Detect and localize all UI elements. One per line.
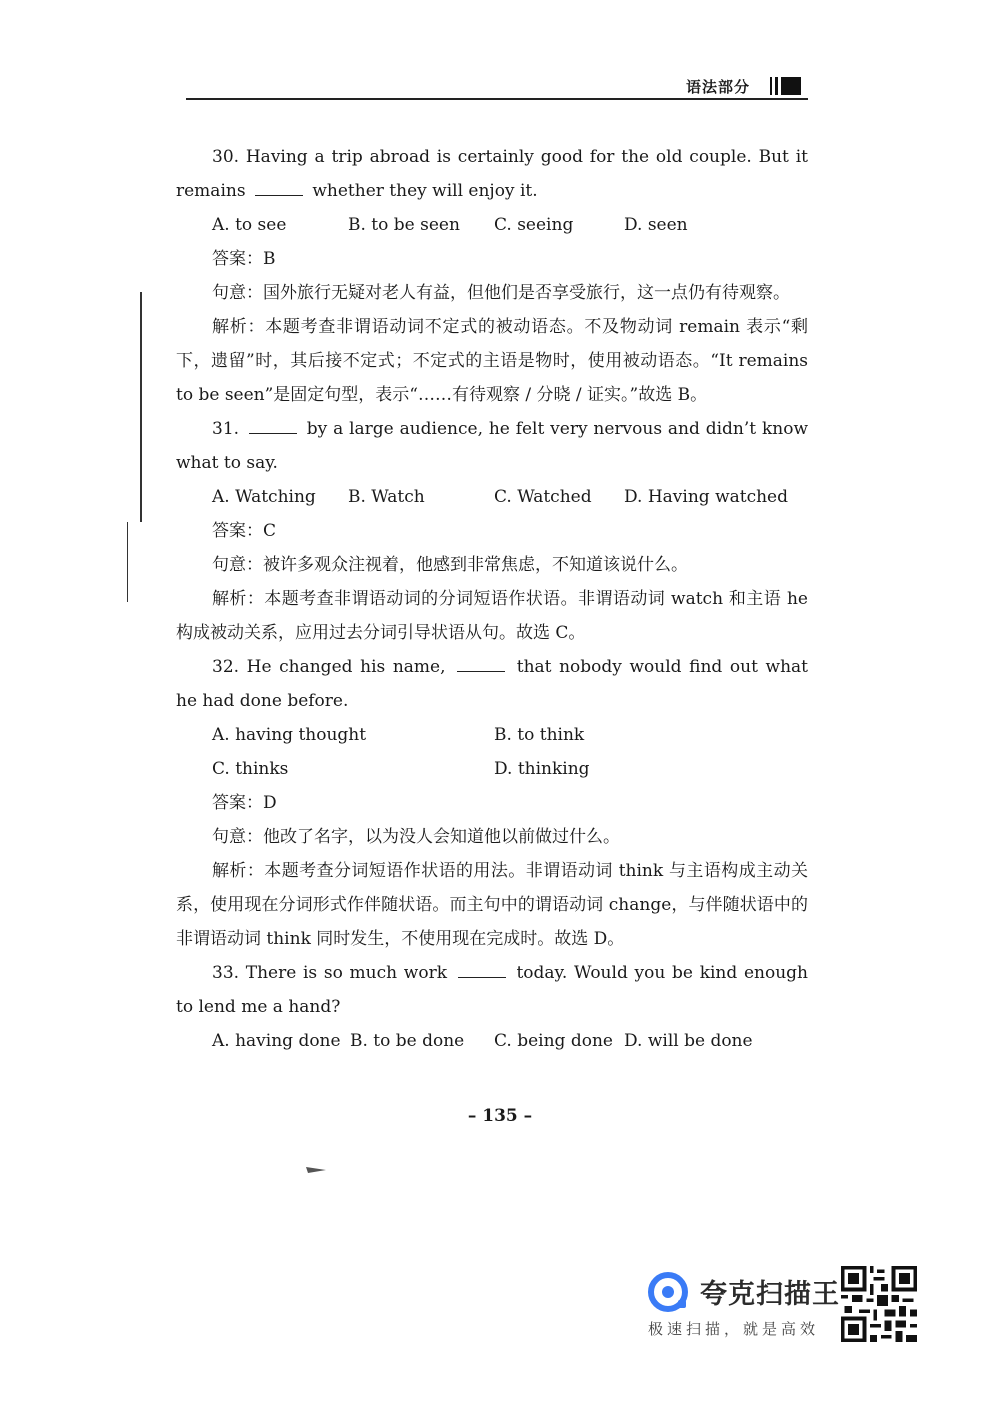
option-b: B. to think bbox=[494, 725, 585, 745]
option-b: B. Watch bbox=[348, 487, 425, 507]
answer: 答案：C bbox=[212, 521, 277, 541]
analysis: 解析：本题考查分词短语作状语的用法。非谓语动词 think 与主语构成主动关系，使用现在分词形式作伴随状语。而主句中的谓语动词 change，与伴随状语中的非谓语动词 think 同时发生，不使用现在完成时。故选 D。 bbox=[176, 861, 808, 949]
pen-mark bbox=[306, 1166, 326, 1174]
section-title: 语法部分 bbox=[686, 78, 751, 96]
scanner-brand: 夸克扫描王 bbox=[700, 1279, 840, 1310]
option-d: D. seen bbox=[624, 215, 688, 235]
analysis: 解析：本题考查非谓语动词不定式的被动语态。不及物动词 remain 表示“剩下，遗留”时，其后接不定式；不定式的主语是物时，使用被动语态。“It remains to be seen”是固定句型，表示“……有待观察 / 分晓 / 证实。”故选 B。 bbox=[176, 317, 808, 405]
question-33 bbox=[176, 956, 808, 1058]
option-row bbox=[176, 718, 808, 752]
option-row bbox=[176, 208, 808, 242]
analysis: 解析：本题考查非谓语动词的分词短语作状语。非谓语动词 watch 和主语 he 构成被动关系，应用过去分词引导状语从句。故选 C。 bbox=[176, 589, 808, 643]
answer-blank bbox=[255, 181, 303, 196]
scanner-slogan: 极速扫描，就是高效 bbox=[648, 1320, 820, 1338]
sentence-meaning: 句意：国外旅行无疑对老人有益，但他们是否享受旅行，这一点仍有待观察。 bbox=[212, 283, 790, 303]
option-row bbox=[176, 752, 808, 786]
header-rule bbox=[186, 98, 808, 100]
answer-blank bbox=[458, 963, 506, 978]
option-c: C. Watched bbox=[494, 487, 592, 507]
answer-blank bbox=[249, 419, 297, 434]
question-32 bbox=[176, 650, 808, 956]
qr-code-icon bbox=[838, 1266, 920, 1342]
option-b: B. to be seen bbox=[348, 215, 460, 235]
question-stem: 31. by a large audience, he felt very nervous and didn’t know what to say. bbox=[176, 419, 809, 473]
sentence-meaning: 句意：被许多观众注视着，他感到非常焦虑，不知道该说什么。 bbox=[212, 555, 688, 575]
option-d: D. will be done bbox=[624, 1031, 753, 1051]
option-a: A. Watching bbox=[212, 487, 316, 507]
answer-blank bbox=[457, 657, 505, 672]
option-a: A. having thought bbox=[212, 725, 367, 745]
question-31 bbox=[176, 412, 808, 650]
scan-margin-line bbox=[140, 292, 142, 522]
option-row bbox=[176, 480, 808, 514]
question-stem: 30. Having a trip abroad is certainly good for the old couple. But it remains whether they will enjoy it. bbox=[176, 147, 808, 201]
option-c: C. seeing bbox=[494, 215, 574, 235]
sentence-meaning: 句意：他改了名字，以为没人会知道他以前做过什么。 bbox=[212, 827, 620, 847]
question-stem: 33. There is so much work today. Would you be kind enough to lend me a hand? bbox=[176, 963, 809, 1017]
answer: 答案：B bbox=[212, 249, 276, 269]
scan-margin-line bbox=[127, 522, 128, 602]
option-row bbox=[176, 1024, 808, 1058]
option-c: C. being done bbox=[494, 1031, 613, 1051]
option-c: C. thinks bbox=[212, 759, 289, 779]
question-stem: 32. He changed his name, that nobody would find out what he had done before. bbox=[176, 657, 809, 711]
scanner-logo-icon bbox=[648, 1272, 688, 1312]
option-a: A. to see bbox=[212, 215, 287, 235]
option-d: D. thinking bbox=[494, 759, 590, 779]
option-b: B. to be done bbox=[350, 1031, 465, 1051]
question-30 bbox=[176, 140, 808, 412]
header-bars-decoration bbox=[770, 77, 801, 95]
option-a: A. having done bbox=[212, 1031, 341, 1051]
answer: 答案：D bbox=[212, 793, 277, 813]
page-content bbox=[176, 140, 808, 1058]
page-number: – 135 – bbox=[467, 1106, 533, 1126]
option-d: D. Having watched bbox=[624, 487, 788, 507]
